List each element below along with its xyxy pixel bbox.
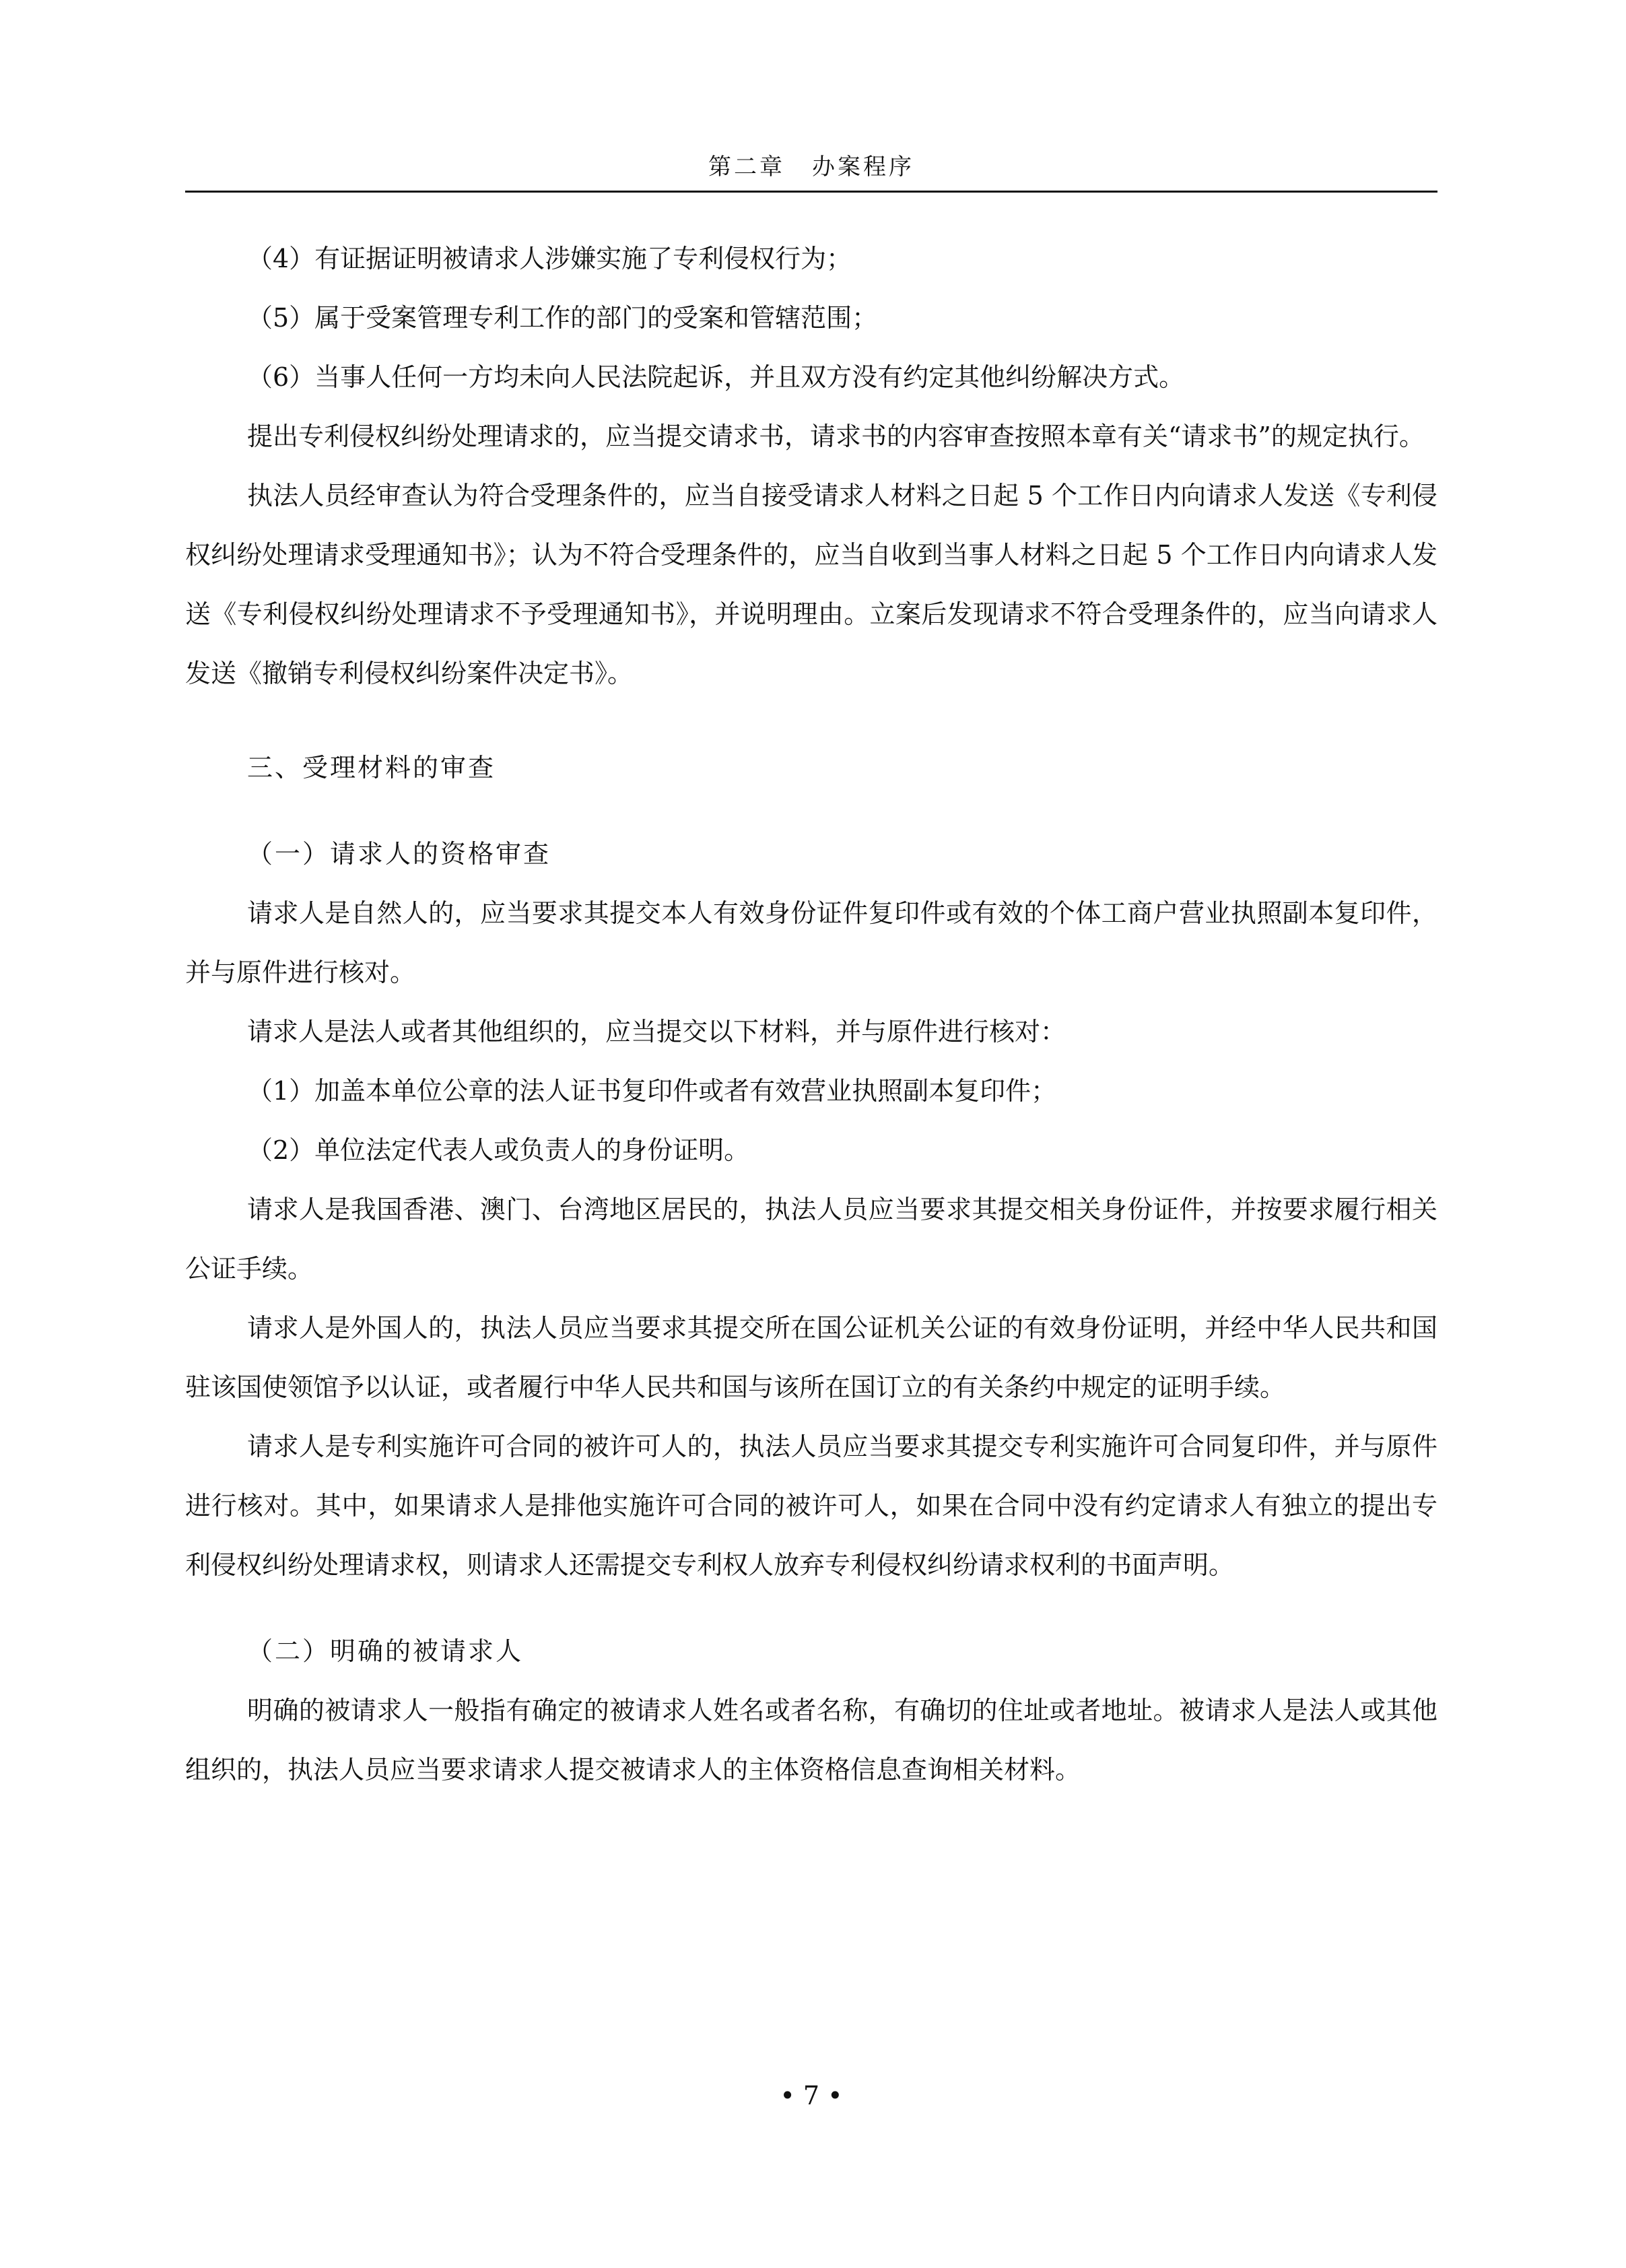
page-number: • 7 • <box>780 2081 843 2110</box>
paragraph-condition-4: （4）有证据证明被请求人涉嫌实施了专利侵权行为； <box>247 244 852 273</box>
paragraph-hk-macao-taiwan: 请求人是我国香港、澳门、台湾地区居民的，执法人员应当要求其提交相关身份证件，并按要求履行相关公证手续。 <box>185 1195 1437 1283</box>
paragraph-legal-person: 请求人是法人或者其他组织的，应当提交以下材料，并与原件进行核对： <box>247 1017 1066 1046</box>
subsection-heading-2: （二）明确的被请求人 <box>247 1636 524 1666</box>
section-heading-3: 三、受理材料的审查 <box>247 753 496 782</box>
list-item-2: （2）单位法定代表人或负责人的身份证明。 <box>247 1135 750 1165</box>
list-item-1: （1）加盖本单位公章的法人证书复印件或者有效营业执照副本复印件； <box>247 1076 1057 1106</box>
paragraph-acceptance-notice: 执法人员经审查认为符合受理条件的，应当自接受请求人材料之日起 5 个工作日内向请求人发送《专利侵权纠纷处理请求受理通知书》；认为不符合受理条件的，应当自收到当事人材料之日起 5 个工作日内向请求人发送《专利侵权纠纷处理请求不予受理通知书》，并说明理由。立案后发现请求不符合受理条件的，应当向请求人发送《撤销专利侵权纠纷案件决定书》。 <box>185 481 1437 688</box>
paragraph-natural-person: 请求人是自然人的，应当要求其提交本人有效身份证件复印件或有效的个体工商户营业执照副本复印件，并与原件进行核对。 <box>185 898 1437 987</box>
subsection-heading-1: （一）请求人的资格审查 <box>247 839 551 869</box>
paragraph-request-form: 提出专利侵权纠纷处理请求的，应当提交请求书，请求书的内容审查按照本章有关“请求书”的规定执行。 <box>247 422 1425 451</box>
header-rule <box>185 191 1437 193</box>
paragraph-condition-5: （5）属于受案管理专利工作的部门的受案和管辖范围； <box>247 303 878 333</box>
paragraph-foreigner: 请求人是外国人的，执法人员应当要求其提交所在国公证机关公证的有效身份证明，并经中华人民共和国驻该国使领馆予以认证，或者履行中华人民共和国与该所在国订立的有关条约中规定的证明手续。 <box>185 1313 1437 1402</box>
paragraph-condition-6: （6）当事人任何一方均未向人民法院起诉，并且双方没有约定其他纠纷解决方式。 <box>247 362 1185 392</box>
paragraph-respondent: 明确的被请求人一般指有确定的被请求人姓名或者名称，有确切的住址或者地址。被请求人是法人或其他组织的，执法人员应当要求请求人提交被请求人的主体资格信息查询相关材料。 <box>185 1696 1437 1785</box>
running-header <box>185 148 1437 181</box>
chapter-number: 第二章 <box>708 154 785 180</box>
paragraph-licensee: 请求人是专利实施许可合同的被许可人的，执法人员应当要求其提交专利实施许可合同复印件，并与原件进行核对。其中，如果请求人是排他实施许可合同的被许可人，如果在合同中没有约定请求人有独立的提出专利侵权纠纷处理请求权，则请求人还需提交专利权人放弃专利侵权纠纷请求权利的书面声明。 <box>185 1432 1437 1580</box>
page-body <box>185 229 1437 1799</box>
chapter-title: 办案程序 <box>812 154 914 180</box>
